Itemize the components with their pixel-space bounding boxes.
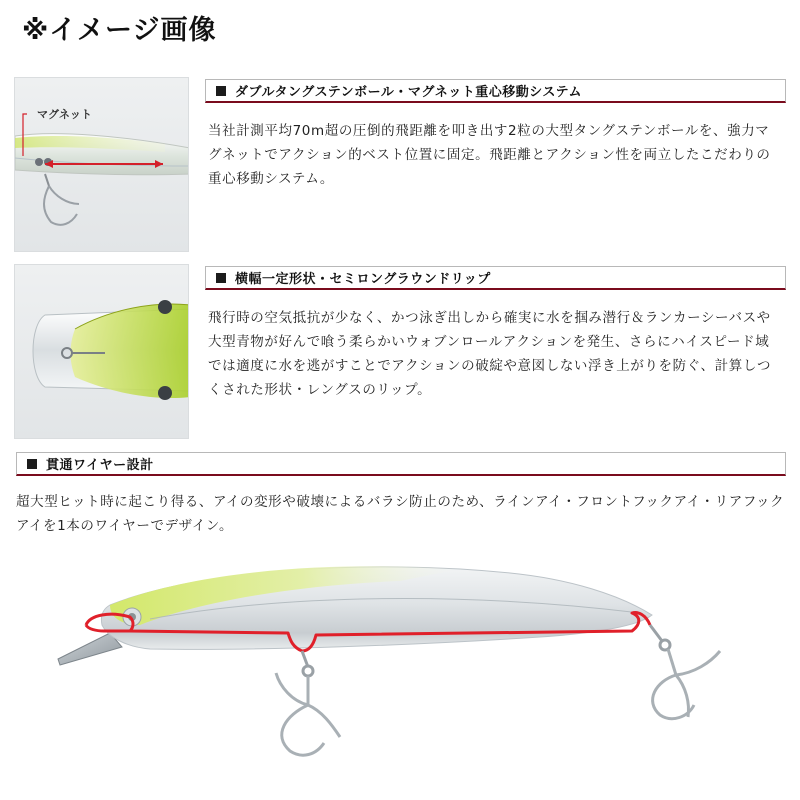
square-bullet-icon bbox=[27, 459, 37, 469]
section-header-round-lip bbox=[205, 266, 786, 290]
section-body: 当社計測平均70m超の圧倒的飛距離を叩き出す2粒の大型タングステンボールを、強力マグネットでアクション的ベスト位置に固定。飛距離とアクション性を両立したこだわりの重心移動システム。 bbox=[208, 123, 771, 187]
section-body: 飛行時の空気抵抗が少なく、かつ泳ぎ出しから確実に水を掴み潜行＆ランカーシーバスや大型青物が好んで喰う柔らかいウォブンロールアクションを発生、さらにハイスピード域では適度に水を逃がすことでアクションの破綻や意図しない浮き上がりを防ぐ、計算しつくされた形状・レングスのリップ。 bbox=[208, 310, 772, 398]
magnet-system-image bbox=[14, 77, 189, 252]
square-bullet-icon bbox=[216, 273, 226, 283]
section-header-magnet-system bbox=[205, 79, 786, 103]
section-header-through-wire bbox=[16, 452, 786, 476]
magnet-label: マグネット bbox=[37, 108, 92, 121]
lure-wire-image bbox=[40, 555, 770, 789]
section-title: ダブルタングステンボール・マグネット重心移動システム bbox=[235, 85, 582, 100]
section-title: 貫通ワイヤー設計 bbox=[46, 458, 154, 473]
section-body: 超大型ヒット時に起こり得る、アイの変形や破壊によるバラシ防止のため、ラインアイ・フロントフックアイ・リアフックアイを1本のワイヤーでデザイン。 bbox=[16, 494, 785, 534]
round-lip-image bbox=[14, 264, 189, 439]
page-title: ※イメージ画像 bbox=[22, 15, 217, 46]
section-title: 横幅一定形状・セミロングラウンドリップ bbox=[235, 272, 491, 287]
square-bullet-icon bbox=[216, 86, 226, 96]
